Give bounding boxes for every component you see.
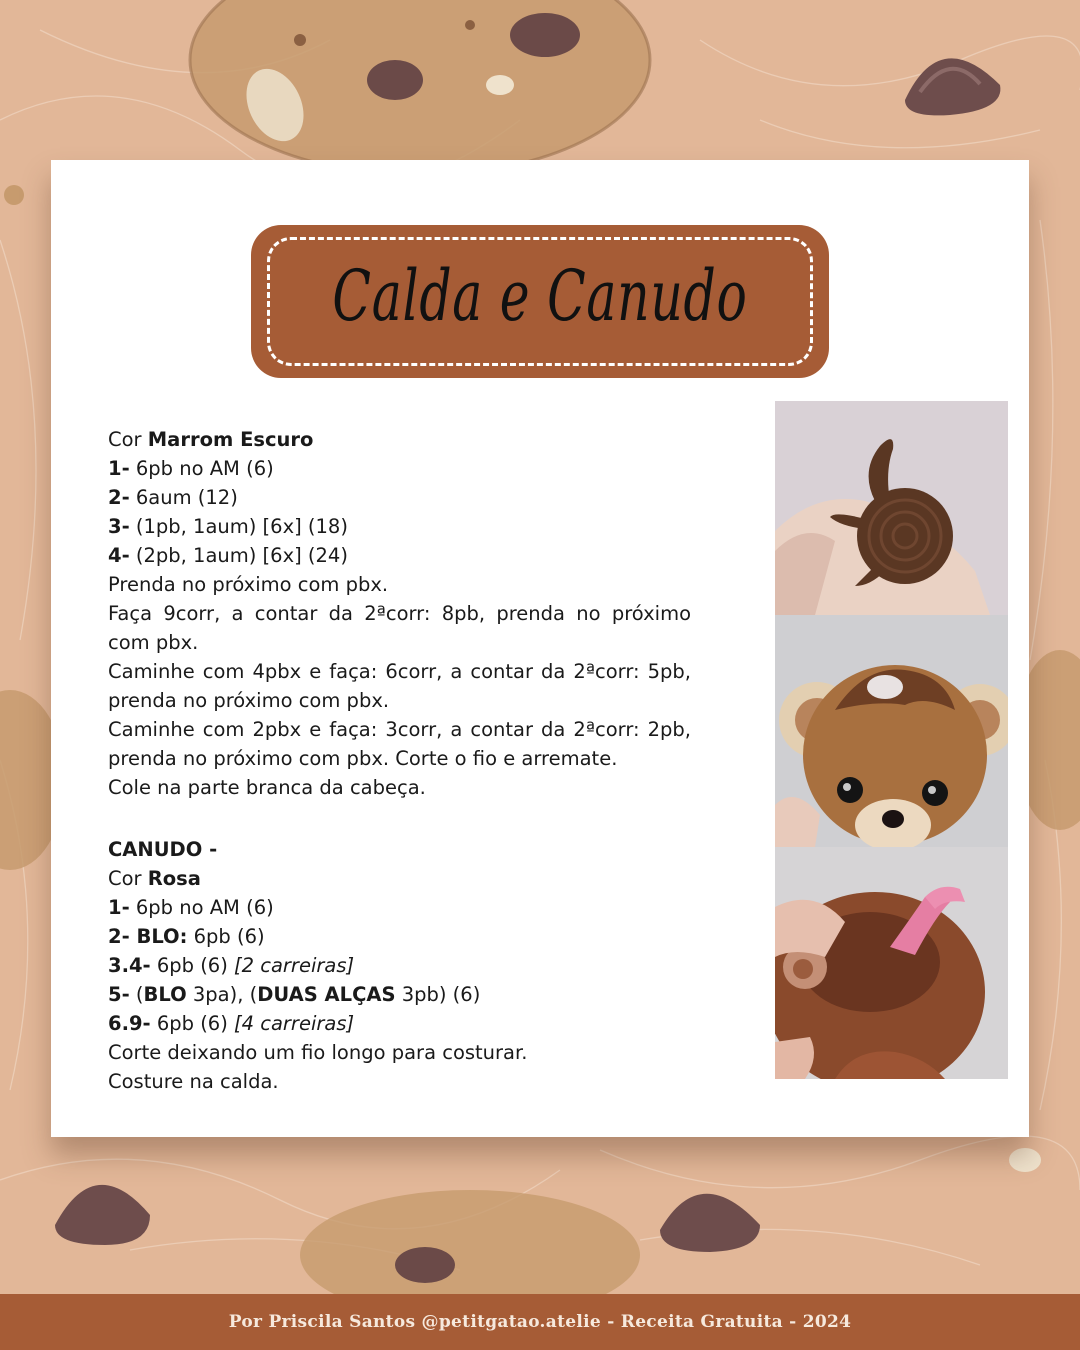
calda-line: Faça 9corr, a contar da 2ªcorr: 8pb, prenda no próximo com pbx. [108,602,691,654]
calda-round-4: 4- (2pb, 1aum) [6x] (24) [108,544,348,567]
canudo-color-line: Cor Rosa [108,867,201,890]
section-spacer [108,802,691,835]
calda-round-2: 2- 6aum (12) [108,486,238,509]
calda-line: Caminhe com 2pbx e faça: 3corr, a contar da 2ªcorr: 2pb, prenda no próximo com pbx. Corte o fio e arremate. [108,718,691,770]
calda-color-line: Cor Marrom Escuro [108,428,314,451]
canudo-heading: CANUDO - [108,838,218,861]
canudo-round-3-4: 3.4- 6pb (6) [2 carreiras] [108,954,355,977]
title-badge [251,225,829,378]
calda-round-1: 1- 6pb no AM (6) [108,457,274,480]
calda-color-name: Marrom Escuro [147,428,314,451]
calda-round-3: 3- (1pb, 1aum) [6x] (18) [108,515,348,538]
photo-bear-head [775,615,1008,847]
canudo-round-1: 1- 6pb no AM (6) [108,896,274,919]
canudo-round-6-9: 6.9- 6pb (6) [4 carreiras] [108,1012,355,1035]
calda-line: Prenda no próximo com pbx. [108,573,389,596]
photo-column [775,401,1008,1079]
photo-straw-top [775,847,1008,1079]
canudo-line: Corte deixando um fio longo para costurar. [108,1041,528,1064]
canudo-line: Costure na calda. [108,1070,279,1093]
photo-calda-piece [775,401,1008,615]
canudo-color-name: Rosa [147,867,201,890]
calda-line: Caminhe com 4pbx e faça: 6corr, a contar da 2ªcorr: 5pb, prenda no próximo com pbx. [108,660,691,712]
recipe-card [51,160,1029,1137]
canudo-round-2: 2- BLO: 6pb (6) [108,925,265,948]
page-title: Calda e Canudo [332,255,748,337]
footer-credit: Por Priscila Santos @petitgatao.atelie - Receita Gratuita - 2024 [0,1294,1080,1350]
recipe-instructions [108,425,691,1096]
canudo-round-5: 5- (BLO 3pa), (DUAS ALÇAS 3pb) (6) [108,983,481,1006]
calda-line: Cole na parte branca da cabeça. [108,776,426,799]
